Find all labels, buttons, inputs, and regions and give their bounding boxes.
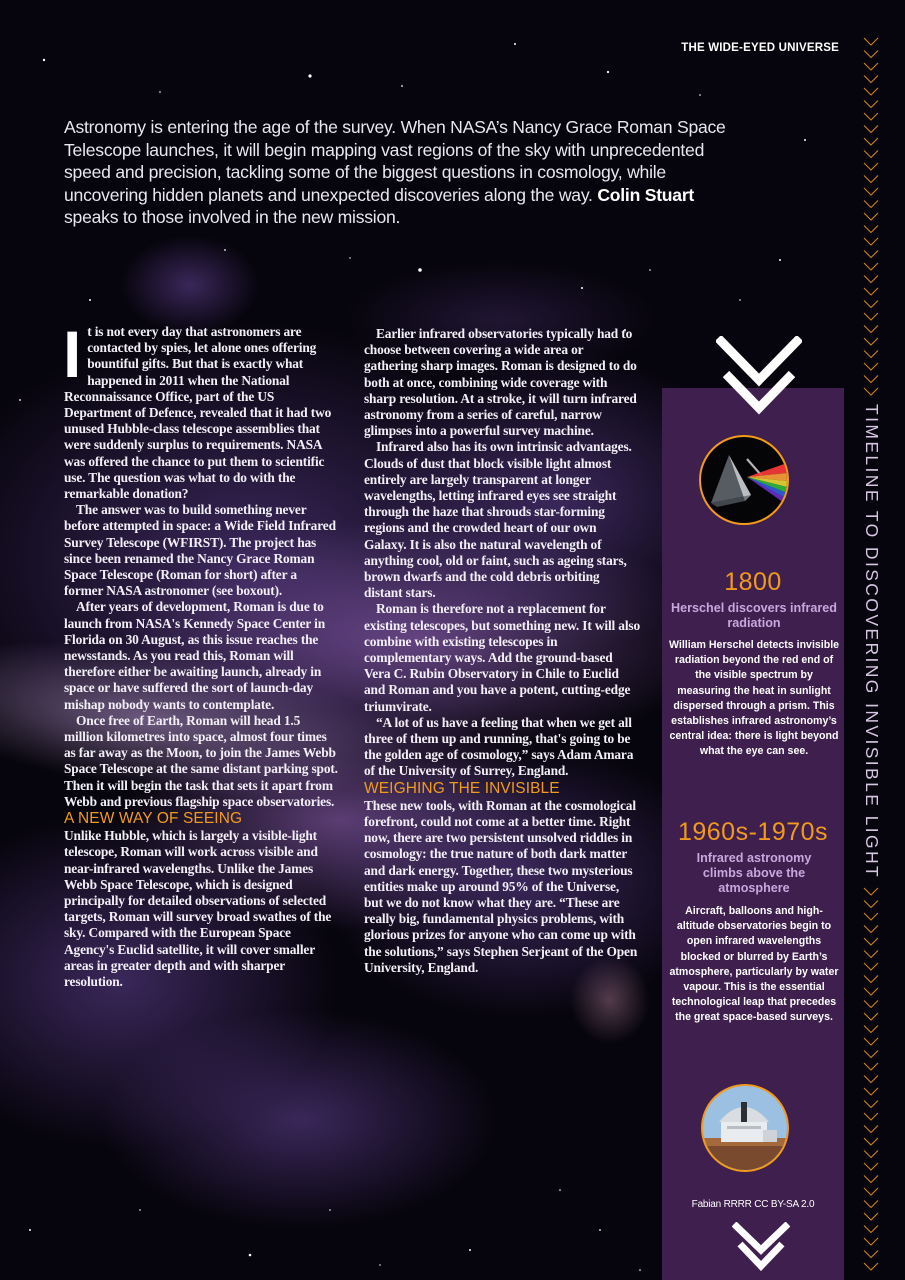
paragraph: Roman is therefore not a replacement for existing telescopes, but something new. It will also combine with existing telescopes in complementary ways. Add the ground-based Vera C. Rubin Observatory in Chile to Euclid and Roman and you have a potent, cutting-edge triumvirate. (364, 601, 641, 714)
chevron-stripe-mark (864, 63, 878, 70)
photo-credit: Fabian RRRR CC BY-SA 2.0 (691, 1199, 815, 1210)
paragraph: Once free of Earth, Roman will head 1.5 million kilometres into space, almost four times as far away as the Moon, to join the James Webb Space Telescope at the same distant parking spot. Then it will begin the task that sets it apart from Webb and previous flagship space observatories. (64, 712, 338, 809)
chevron-stripe-mark (864, 101, 878, 108)
paragraph: Unlike Hubble, which is largely a visible-light telescope, Roman will work across visible and near-infrared wavelengths. Unlike the James Webb Space Telescope, which is designed principally for detailed observations of selected targets, Roman will survey broad swathes of the sky. Compared with the European Space Agency's Euclid satellite, it will cover smaller areas in greater depth and with sharper resolution. (64, 828, 332, 989)
paragraph: These new tools, with Roman at the cosmological forefront, could not come at a better time. Right now, there are two persistent unsolved riddles in cosmology: the true nature of both dark matter and dark energy. Together, these two mysterious entities make up around 95% of the Universe, but we do not know what they are. “These are really big, fundamental physics problems, with glorious prizes for anyone who can come up with the solutions,” says Stephen Serjeant of the Open University, England. (364, 797, 638, 975)
chevron-stripe-mark (864, 951, 878, 958)
timeline-event-title: Herschel discovers infrared radiation (671, 601, 837, 630)
chevron-stripe-mark (864, 913, 878, 920)
chevron-stripe-mark (864, 1113, 878, 1120)
chevron-stripe-mark (864, 388, 878, 395)
prism-image (699, 435, 789, 525)
chevron-down-icon (732, 1222, 790, 1274)
chevron-stripe-mark (864, 213, 878, 220)
chevron-stripe-mark (864, 38, 878, 45)
chevron-stripe-mark (864, 1176, 878, 1183)
chevron-stripe-mark (864, 1013, 878, 1020)
chevron-stripe-mark (864, 1201, 878, 1208)
chevron-stripe-mark (864, 188, 878, 195)
timeline-year: 1960s-1970s (677, 818, 829, 846)
chevron-stripe-mark (864, 338, 878, 345)
article-column-1 (63, 317, 338, 990)
chevron-stripe-mark (864, 176, 878, 183)
chevron-stripe-mark (864, 88, 878, 95)
chevron-stripe-mark (864, 1163, 878, 1170)
timeline-year: 1800 (724, 568, 782, 596)
timeline-event-title: Infrared astronomy climbs above the atmosphere (696, 851, 812, 895)
paragraph: The answer was to build something never before attempted in space: a Wide Field Infrared Survey Telescope (WFIRST). The project has since been renamed the Nancy Grace Roman Space Telescope (Roman for short) after a former NASA astronomer (see boxout). (64, 502, 336, 599)
chevron-stripe-mark (864, 51, 878, 58)
chevron-stripe-mark (864, 288, 878, 295)
paragraph: After years of development, Roman is due to launch from NASA's Kennedy Space Center in Florida on 30 August, as this issue reaches the newsstands. As you read this, Roman will therefore either be awaiting launch, already in space or have suffered the sort of launch-day mishap nobody wants to contemplate. (64, 599, 326, 712)
chevron-stripe-mark (864, 126, 878, 133)
author-name: Colin Stuart (597, 184, 695, 205)
chevron-stripe-mark (864, 238, 878, 245)
chevron-stripe-mark (864, 363, 878, 370)
subheading: A NEW WAY OF SEEING (64, 810, 243, 828)
chevron-stripe-mark (864, 1038, 878, 1045)
paragraph: It is not every day that astronomers are contacted by spies, let alone ones offering bountiful gifts. But that is exactly what happened in 2011 when the National Reconnaissance Office, part of the US Department of Defence, revealed that it had two unused Hubble-class telescope assemblies that were suddenly surplus to requirements. NASA was offered the chance to put them to scientific use. The question was what to do with the remarkable donation? (63, 317, 332, 502)
chevron-stripe-mark (864, 301, 878, 308)
chevron-down-icon (716, 336, 802, 420)
chevron-stripe-mark (864, 76, 878, 83)
paragraph: Earlier infrared observatories typically had to choose between covering a wide area or gathering sharp images. Roman is designed to do both at once, combining wide coverage with sharp resolution. At a stroke, it will turn infrared astronomy from a series of careful, narrow glimpses into a powerful survey machine. (364, 326, 637, 439)
chevron-stripe-mark (864, 376, 878, 383)
chevron-stripe-mark (864, 313, 878, 320)
chevron-stripe-mark (864, 1126, 878, 1133)
chevron-stripe-mark (864, 938, 878, 945)
chevron-stripe-mark (864, 1138, 878, 1145)
chevron-stripe-mark (864, 1026, 878, 1033)
chevron-stripe-mark (864, 1101, 878, 1108)
chevron-stripe-mark (864, 988, 878, 995)
chevron-stripe-mark (864, 1051, 878, 1058)
chevron-stripe-mark (864, 276, 878, 283)
timeline-event-description: Aircraft, balloons and high-altitude observatories begin to open infrared wavelengths blocked or blurred by Earth’s atmosphere, particularly by water vapour. This is the essential technological leap that precedes the great space-based surveys. (669, 905, 839, 1024)
chevron-stripe-mark (864, 113, 878, 120)
chevron-stripe-mark (864, 251, 878, 258)
timeline-event-description: William Herschel detects invisible radiation beyond the red end of the visible spectrum by measuring the heat in sunlight dispersed through a prism. This establishes infrared astronomy’s central idea: there is light beyond what the eye can see. (668, 639, 840, 758)
chevron-stripe-mark (864, 1151, 878, 1158)
standfirst-text: Astronomy is entering the age of the survey. When NASA’s Nancy Grace Roman Space Telescope launches, it will begin mapping vast regions of the sky with unprecedented speed and precision, tackling some of the biggest questions in cosmology, while uncovering hidden planets and unexpected discoveries along the way. (64, 117, 726, 205)
timeline-vertical-title: TIMELINE TO DISCOVERING INVISIBLE LIGHT (862, 404, 882, 880)
chevron-stripe-mark (864, 1088, 878, 1095)
paragraph: “A lot of us have a feeling that when we get all three of them up and running, that's going to be the golden age of cosmology,” says Adam Amara of the University of Surrey, England. (364, 714, 634, 779)
chevron-stripe-mark (864, 151, 878, 158)
chevron-stripe-mark (864, 1213, 878, 1220)
drop-cap: I (63, 317, 82, 391)
running-header: THE WIDE-EYED UNIVERSE (681, 42, 839, 54)
chevron-stripe-mark (864, 138, 878, 145)
chevron-stripe-mark (864, 1001, 878, 1008)
chevron-stripe-mark (864, 263, 878, 270)
chevron-stripe-mark (864, 226, 878, 233)
paragraph: Infrared also has its own intrinsic advantages. Clouds of dust that block visible light almost entirely are largely transparent at longer wavelengths, letting infrared eyes see straight through the haze that shrouds star-forming regions and the crowded heart of our own Galaxy. It is also the natural wavelength of anything cool, old or faint, such as ageing stars, brown dwarfs and the cold debris orbiting distant stars. (364, 439, 632, 601)
article-column-2 (364, 326, 640, 976)
chevron-stripe-mark (864, 1263, 878, 1270)
chevron-stripe-mark (864, 926, 878, 933)
chevron-stripe-mark (864, 326, 878, 333)
chevron-stripe-mark (864, 1063, 878, 1070)
chevron-stripe-mark (864, 201, 878, 208)
chevron-stripe-mark (864, 963, 878, 970)
chevron-stripe-mark (864, 1226, 878, 1233)
standfirst-text-end: speaks to those involved in the new mission. (64, 207, 401, 227)
observatory-image (701, 1084, 789, 1172)
subheading: WEIGHING THE INVISIBLE (364, 779, 560, 797)
chevron-stripe-mark (864, 1238, 878, 1245)
chevron-stripe-mark (864, 1251, 878, 1258)
chevron-stripe-mark (864, 976, 878, 983)
chevron-stripe-mark (864, 351, 878, 358)
standfirst (64, 116, 728, 229)
chevron-stripe-mark (864, 1188, 878, 1195)
chevron-stripe-mark (864, 163, 878, 170)
chevron-stripe-mark (864, 1076, 878, 1083)
